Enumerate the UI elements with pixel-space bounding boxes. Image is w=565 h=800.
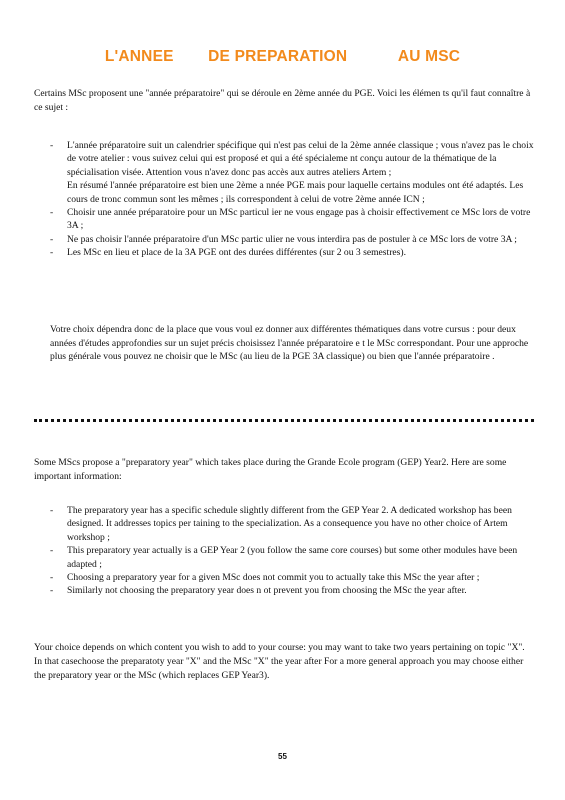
fr-bullet-item: [50, 233, 540, 246]
en-intro: Some MScs propose a "preparatory year" which takes place during the Grande Ecole program (GEP) Year2. Here are some important information:: [34, 457, 507, 482]
title-part-3: AU MSC: [397, 48, 461, 65]
en-bullet-text: Choosing a preparatory year for a given MSc does not commit you to actually take this MSc the year after ;: [67, 572, 480, 584]
title-part-2: DE PREPARATION: [208, 48, 348, 65]
page-title: [0, 48, 565, 66]
fr-bullet-item: [50, 206, 540, 233]
fr-bullet-text: Les MSc en lieu et place de la 3A PGE ont des durées différentes (sur 2 ou 3 semestres).: [67, 247, 406, 259]
en-bullet-list: [50, 504, 540, 598]
en-bullet-text: The preparatory year has a specific schedule slightly different from the GEP Year 2. A dedicated workshop has been designed. It addresses topics per taining to the specialization. As a consequence you have no other choice of Artem workshop ;: [67, 505, 512, 543]
en-bullet-text: Similarly not choosing the preparatory year does n ot prevent you from choosing the MSc the year after.: [67, 585, 467, 597]
en-bullet-item: [50, 584, 540, 597]
en-bullet-text: This preparatory year actually is a GEP Year 2 (you follow the same core courses) but some other modules have been adapted ;: [67, 545, 518, 570]
fr-bullet-item: [50, 139, 540, 206]
fr-bullet-list: [50, 139, 540, 260]
page-number: 55: [278, 752, 287, 761]
fr-bullet-text: L'année préparatoire suit un calendrier spécifique qui n'est pas celui de la 2ème année classique ; vous n'avez pas le choix de votre atelier : vous suivez celui qui est proposé et qui a été spécialeme nt conçu autour de la thématique de la spécialisation visée. Attention vous n'avez donc pas accès aux autres ateliers Artem ;: [67, 140, 534, 178]
fr-bullet-text: Choisir une année préparatoire pour un MSc particul ier ne vous engage pas à choisir effectivement ce MSc lors de votre 3A ;: [67, 207, 531, 232]
fr-bullet-subtext: En résumé l'année préparatoire est bien une 2ème a nnée PGE mais pour laquelle certains modules ont été adaptés. Les cours de tronc commun sont les mêmes ; ils correspondent à celui de votre 2ème année ICN ;: [67, 180, 524, 205]
section-divider: [34, 419, 534, 422]
fr-intro: Certains MSc proposent une "année préparatoire" qui se déroule en 2ème année du PGE. Voici les élémen ts qu'il faut connaître à ce sujet :: [34, 88, 531, 113]
en-bullet-item: [50, 571, 540, 584]
fr-bullet-item: [50, 246, 540, 259]
fr-bullet-text: Ne pas choisir l'année préparatoire d'un MSc partic ulier ne vous interdira pas de postuler à ce MSc lors de votre 3A ;: [67, 233, 517, 245]
fr-conclusion: Votre choix dépendra donc de la place que vous voul ez donner aux différentes thématiques dans votre cursus : pour deux années d'études approfondies sur un sujet précis choisissez l'année préparatoire e t le MSc correspondant. Pour une approche plus générale vous pouvez ne choisir que le MSc (au lieu de la PGE 3A classique) ou bien que l'année préparatoire .: [50, 324, 529, 363]
en-conclusion: Your choice depends on which content you wish to add to your course: you may want to take two years pertaining on topic "X". In that casechoose the preparatoty year "X" and the MSc "X" the year after For a more general approach you may choose either the preparatory year or the MSc (which replaces GEP Year3).: [34, 642, 525, 682]
title-part-1: L'ANNEE: [104, 48, 174, 65]
en-bullet-item: [50, 504, 540, 544]
en-bullet-item: [50, 544, 540, 571]
